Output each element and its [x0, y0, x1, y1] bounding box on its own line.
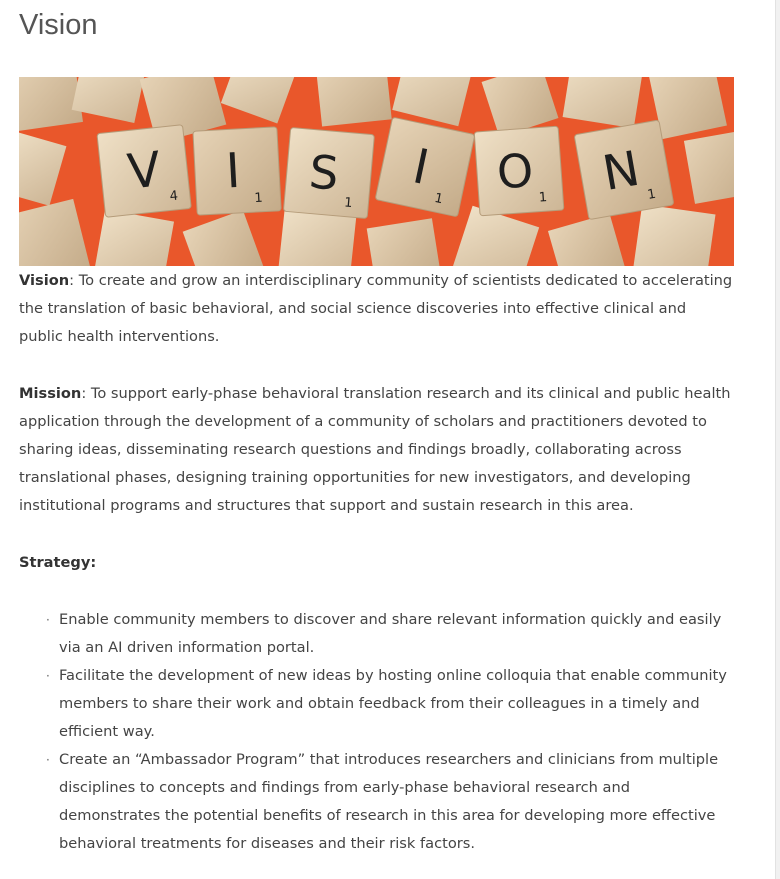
word-tile-n [574, 120, 674, 220]
tile-score: 4 [169, 188, 179, 205]
bullet-icon: · [46, 753, 50, 767]
tile-letter: V [124, 141, 164, 201]
tile-score: 1 [538, 190, 548, 206]
word-tile-s [283, 127, 374, 218]
scrabble-tiles-graphic [19, 77, 734, 266]
list-item-text: Facilitate the development of new ideas by hosting online colloquia that enable community members to share their work and obtain feedback from their colleagues in a timely and efficient way. [59, 667, 727, 740]
tile-score: 1 [343, 195, 354, 212]
word-tile-i-2 [375, 117, 475, 217]
tile-letter: N [598, 140, 644, 203]
tile-letter: S [307, 144, 341, 201]
list-item [46, 746, 734, 858]
list-item [46, 606, 734, 662]
tile-score: 1 [253, 190, 264, 207]
page-container [19, 0, 739, 852]
tile-score: 1 [646, 186, 658, 203]
word-tile-o [474, 126, 564, 216]
page-title: Vision [19, 9, 98, 41]
word-tile-i [193, 127, 281, 215]
tile-letter: I [408, 138, 434, 197]
vision-paragraph [19, 267, 734, 351]
vision-hero-image [19, 77, 734, 266]
tile-score: 1 [433, 190, 445, 208]
list-item-text: Create an “Ambassador Program” that introduces researchers and clinicians from multiple disciplines to concepts and findings from early-phase behavioral research and demonstrates the potential benefits of research in this area for developing more effective behavioral treatments for diseases and their risk factors. [59, 751, 719, 852]
word-tile-v [97, 125, 191, 218]
vision-label: Vision [19, 272, 70, 289]
mission-paragraph [19, 380, 734, 520]
strategy-heading [19, 549, 734, 577]
main-content [19, 267, 734, 858]
bullet-icon: · [46, 669, 50, 683]
tile-letter: I [224, 142, 242, 200]
list-item [46, 662, 734, 746]
strategy-label: Strategy: [19, 554, 97, 571]
vision-text: : To create and grow an interdisciplinary community of scientists dedicated to accelerating the translation of basic behavioral, and social science discoveries into effective clinical and public health interventions. [19, 272, 733, 345]
strategy-list [19, 606, 734, 858]
mission-label: Mission [19, 385, 82, 402]
mission-text: : To support early-phase behavioral translation research and its clinical and public health application through the development of a community of scholars and practitioners devoted to sharing ideas, disseminating research questions and findings broadly, collaborating across translational phases, designing training opportunities for new investigators, and developing institutional programs and structures that support and sustain research in this area. [19, 385, 731, 514]
tile-letter: O [495, 143, 536, 200]
bullet-icon: · [46, 613, 50, 627]
scrollbar[interactable] [775, 0, 780, 879]
list-item-text: Enable community members to discover and share relevant information quickly and easily via an AI driven information portal. [59, 611, 722, 656]
